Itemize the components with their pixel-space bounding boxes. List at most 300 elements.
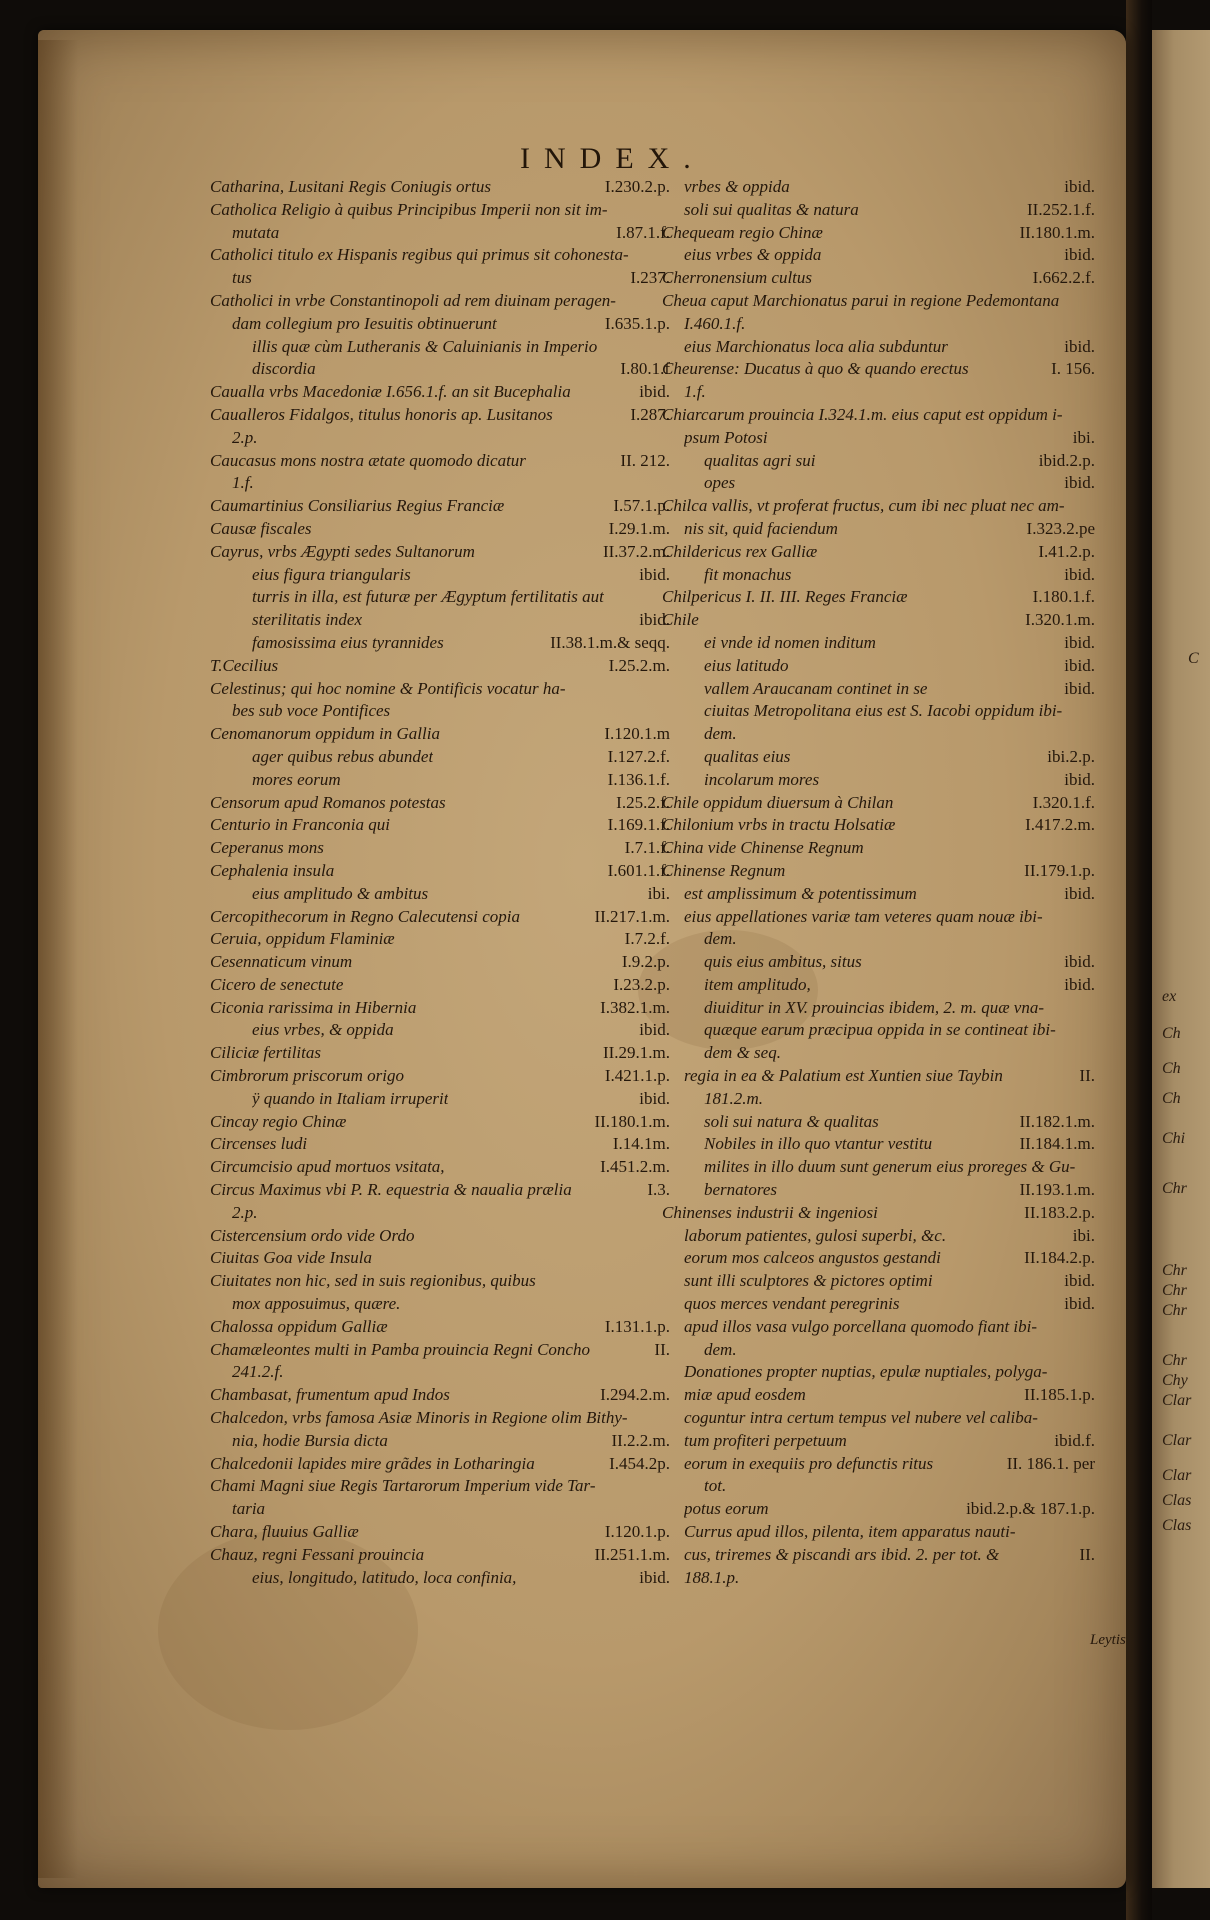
entry-text: vrbes & oppida bbox=[684, 177, 790, 196]
entry-reference: II. bbox=[1079, 1544, 1095, 1564]
entry-text: opes bbox=[704, 473, 736, 493]
index-entry bbox=[210, 746, 670, 769]
entry-text: Cimbrorum priscorum origo bbox=[210, 1066, 404, 1086]
index-entry bbox=[662, 336, 1095, 359]
book-gutter bbox=[1126, 0, 1152, 1920]
entry-text: eius, longitudo, latitudo, loca confinia, bbox=[252, 1567, 517, 1587]
index-entry bbox=[662, 1498, 1095, 1521]
entry-text: quos merces vendant peregrinis bbox=[684, 1294, 900, 1314]
index-entry bbox=[210, 564, 670, 587]
index-entry bbox=[210, 495, 670, 518]
index-entry bbox=[662, 1544, 1095, 1567]
entry-text: eius vrbes & oppida bbox=[684, 245, 822, 265]
entry-reference: I.237. bbox=[630, 268, 670, 288]
entry-reference: ibid. bbox=[1064, 883, 1095, 903]
index-entry bbox=[210, 1088, 670, 1111]
entry-text: sunt illi sculptores & pictores optimi bbox=[684, 1271, 933, 1291]
entry-text: Censorum apud Romanos potestas bbox=[210, 792, 446, 812]
entry-reference: I.127.2.f. bbox=[607, 746, 670, 766]
index-entry bbox=[210, 199, 670, 222]
index-entry bbox=[662, 814, 1095, 837]
index-entry bbox=[210, 609, 670, 632]
entry-reference: I.14.1m. bbox=[612, 1134, 670, 1154]
entry-reference: I.294.2.m. bbox=[600, 1385, 670, 1405]
entry-text: qualitas eius bbox=[704, 746, 791, 766]
index-entry bbox=[662, 1316, 1095, 1339]
entry-text: tum profiteri perpetuum bbox=[684, 1430, 847, 1450]
entry-reference: I.323.2.pe bbox=[1026, 518, 1095, 538]
entry-reference: I.23.2.p. bbox=[613, 974, 670, 994]
entry-text: 181.2.m. bbox=[704, 1088, 764, 1108]
index-entry bbox=[210, 313, 670, 336]
entry-reference: I.7.2.f. bbox=[624, 929, 670, 949]
index-entry bbox=[662, 837, 1095, 860]
entry-reference: I.230.2.p. bbox=[604, 177, 670, 196]
entry-text: Catholici in vrbe Constantinopoli ad rem diuinam peragen- bbox=[210, 290, 616, 310]
index-entry bbox=[210, 792, 670, 815]
entry-reference: ibid. bbox=[639, 564, 670, 584]
index-entry bbox=[662, 404, 1095, 427]
entry-text: Donationes propter nuptias, epulæ nuptiales, polyga- bbox=[684, 1362, 1048, 1382]
entry-text: milites in illo duum sunt generum eius proreges & Gu- bbox=[704, 1157, 1076, 1177]
entry-text: Chara, fluuius Galliæ bbox=[210, 1522, 359, 1542]
entry-reference: II.37.2.m. bbox=[602, 541, 670, 561]
index-entry bbox=[662, 632, 1095, 655]
entry-text: Cincay regio Chinæ bbox=[210, 1111, 347, 1131]
entry-reference: I.169.1.f. bbox=[607, 815, 670, 835]
entry-reference: II.2.2.m. bbox=[611, 1430, 670, 1450]
index-entry bbox=[210, 404, 670, 427]
index-entry bbox=[662, 860, 1095, 883]
entry-reference: II.217.1.m. bbox=[594, 906, 670, 926]
index-entry bbox=[662, 1521, 1095, 1544]
entry-reference: I.120.1.p. bbox=[604, 1522, 670, 1542]
entry-text: tot. bbox=[704, 1476, 727, 1496]
entry-text: Catholici titulo ex Hispanis regibus qui primus sit cohonesta- bbox=[210, 245, 629, 265]
entry-text: incolarum mores bbox=[704, 769, 820, 789]
index-entry bbox=[662, 472, 1095, 495]
entry-text: I.460.1.f. bbox=[684, 313, 746, 333]
entry-text: eius Marchionatus loca alia subduntur bbox=[684, 336, 948, 356]
entry-reference: ibid. bbox=[1064, 769, 1095, 789]
index-entry bbox=[662, 586, 1095, 609]
index-entry bbox=[662, 1453, 1095, 1476]
entry-text: Nobiles in illo quo vtantur vestitu bbox=[704, 1134, 933, 1154]
facing-page-fragment: Chr bbox=[1162, 1282, 1187, 1299]
entry-reference: ibid. bbox=[639, 1020, 670, 1040]
index-entry bbox=[210, 427, 670, 450]
entry-text: Cenomanorum oppidum in Gallia bbox=[210, 724, 440, 744]
entry-reference: II.38.1.m.& seqq. bbox=[550, 632, 670, 652]
index-entry bbox=[210, 837, 670, 860]
entry-text: sterilitatis index bbox=[252, 610, 363, 630]
entry-reference: II.179.1.p. bbox=[1024, 860, 1095, 880]
entry-text: Chambasat, frumentum apud Indos bbox=[210, 1385, 450, 1405]
facing-page-fragment: Clas bbox=[1162, 1492, 1192, 1509]
entry-text: Ciuitas Goa vide Insula bbox=[210, 1248, 372, 1268]
entry-text: 241.2.f. bbox=[232, 1362, 284, 1382]
index-entry bbox=[210, 1156, 670, 1179]
entry-text: psum Potosi bbox=[684, 427, 768, 447]
entry-text: Chauz, regni Fessani prouincia bbox=[210, 1544, 425, 1564]
index-entry bbox=[662, 1407, 1095, 1430]
index-entry bbox=[210, 1293, 670, 1316]
index-entry bbox=[662, 358, 1095, 381]
entry-text: fit monachus bbox=[704, 564, 792, 584]
index-column-left bbox=[210, 176, 670, 1589]
facing-page-fragment: Clar bbox=[1162, 1432, 1192, 1449]
entry-reference: ibid. bbox=[1064, 245, 1095, 265]
index-entry bbox=[662, 997, 1095, 1020]
index-entry bbox=[662, 541, 1095, 564]
entry-reference: ibid. bbox=[1064, 564, 1095, 584]
facing-page-fragment: ex bbox=[1162, 988, 1177, 1005]
index-entry bbox=[662, 723, 1095, 746]
entry-text: Circus Maximus vbi P. R. equestria & naualia prælia bbox=[210, 1180, 572, 1200]
index-entry bbox=[210, 700, 670, 723]
entry-reference: ibid. bbox=[1064, 632, 1095, 652]
facing-page-fragment: Chy bbox=[1162, 1372, 1188, 1389]
entry-text: China vide Chinense Regnum bbox=[662, 838, 864, 858]
entry-text: mutata bbox=[232, 222, 280, 242]
entry-text: Cistercensium ordo vide Ordo bbox=[210, 1225, 415, 1245]
entry-text: quis eius ambitus, situs bbox=[704, 952, 862, 972]
entry-reference: II.193.1.m. bbox=[1019, 1180, 1095, 1200]
entry-text: Ceperanus mons bbox=[210, 838, 324, 858]
index-entry bbox=[662, 655, 1095, 678]
entry-text: eorum in exequiis pro defunctis ritus bbox=[684, 1453, 934, 1473]
index-entry bbox=[210, 1111, 670, 1134]
index-entry bbox=[210, 267, 670, 290]
entry-reference: I.25.2.f. bbox=[616, 792, 670, 812]
entry-reference: ibid.2.p.& 187.1.p. bbox=[966, 1499, 1095, 1519]
index-entry bbox=[662, 1567, 1095, 1590]
facing-page-fragment: Chi bbox=[1162, 1130, 1186, 1147]
entry-reference: I.180.1.f. bbox=[1032, 587, 1095, 607]
entry-reference: II.184.2.p. bbox=[1024, 1248, 1095, 1268]
entry-reference: I.287. bbox=[630, 404, 670, 424]
entry-text: coguntur intra certum tempus vel nubere vel caliba- bbox=[684, 1408, 1038, 1428]
entry-text: Chilpericus I. II. III. Reges Franciæ bbox=[662, 587, 908, 607]
entry-reference: II.251.1.m. bbox=[594, 1544, 670, 1564]
entry-reference: I.9.2.p. bbox=[621, 952, 670, 972]
entry-reference: ibi. bbox=[1072, 427, 1095, 447]
index-entry bbox=[662, 951, 1095, 974]
entry-reference: II. 212. bbox=[620, 450, 670, 470]
entry-text: discordia bbox=[252, 359, 316, 379]
facing-page-fragment: Ch bbox=[1162, 1090, 1181, 1107]
index-entry bbox=[662, 244, 1095, 267]
entry-text: Chalcedonii lapides mire grãdes in Lotharingia bbox=[210, 1453, 535, 1473]
facing-page-fragment: Chr bbox=[1162, 1302, 1187, 1319]
index-entry bbox=[210, 678, 670, 701]
index-entry bbox=[662, 1430, 1095, 1453]
entry-reference: II.252.1.f. bbox=[1027, 199, 1095, 219]
facing-page-fragment: Chr bbox=[1162, 1180, 1187, 1197]
index-entry bbox=[662, 1065, 1095, 1088]
entry-text: Cheurense: Ducatus à quo & quando erectus bbox=[662, 359, 969, 379]
entry-text: laborum patientes, gulosi superbi, &c. bbox=[684, 1225, 947, 1245]
entry-text: Cayrus, vrbs Ægypti sedes Sultanorum bbox=[210, 541, 475, 561]
entry-text: diuiditur in XV. prouincias ibidem, 2. m. quæ vna- bbox=[704, 997, 1044, 1017]
entry-reference: I.131.1.p. bbox=[604, 1316, 670, 1336]
entry-text: Centurio in Franconia qui bbox=[210, 815, 390, 835]
page-title: INDEX. bbox=[520, 142, 705, 175]
index-entry bbox=[662, 1111, 1095, 1134]
entry-text: quæque earum præcipua oppida in se contineat ibi- bbox=[704, 1020, 1056, 1040]
index-entry bbox=[210, 814, 670, 837]
index-entry bbox=[662, 1088, 1095, 1111]
entry-reference: ibid. bbox=[639, 1567, 670, 1587]
entry-reference: I.29.1.m. bbox=[608, 518, 670, 538]
entry-text: dem. bbox=[704, 1339, 737, 1359]
index-entry bbox=[662, 450, 1095, 473]
entry-text: eius vrbes, & oppida bbox=[252, 1020, 394, 1040]
entry-reference: II. bbox=[1079, 1066, 1095, 1086]
entry-text: Currus apud illos, pilenta, item apparatus nauti- bbox=[684, 1522, 1016, 1542]
entry-text: 2.p. bbox=[232, 1202, 258, 1222]
index-entry bbox=[210, 860, 670, 883]
entry-reference: II.29.1.m. bbox=[602, 1043, 670, 1063]
index-entry bbox=[210, 883, 670, 906]
facing-page-fragment: Clas bbox=[1162, 1517, 1192, 1534]
index-entry bbox=[662, 1293, 1095, 1316]
entry-text: Caualla vrbs Macedoniæ I.656.1.f. an sit Bucephalia bbox=[210, 382, 571, 402]
entry-text: Ciliciæ fertilitas bbox=[210, 1043, 321, 1063]
entry-reference: ibid. bbox=[1064, 952, 1095, 972]
index-entry bbox=[210, 1316, 670, 1339]
entry-text: bes sub voce Pontifices bbox=[232, 701, 391, 721]
entry-text: dem. bbox=[704, 929, 737, 949]
facing-page-fragment: Clar bbox=[1162, 1392, 1192, 1409]
entry-text: Cephalenia insula bbox=[210, 860, 335, 880]
index-entry bbox=[662, 1133, 1095, 1156]
entry-reference: I.57.1.p. bbox=[613, 496, 670, 516]
entry-reference: ibid. bbox=[639, 610, 670, 630]
index-entry bbox=[210, 1384, 670, 1407]
entry-text: 1.f. bbox=[232, 473, 254, 493]
facing-page-strip bbox=[1150, 30, 1210, 1888]
facing-page-fragment: Chr bbox=[1162, 1352, 1187, 1369]
index-entry bbox=[662, 199, 1095, 222]
entry-text: 1.f. bbox=[684, 382, 706, 402]
entry-reference: I. 156. bbox=[1051, 359, 1095, 379]
index-entry bbox=[662, 1042, 1095, 1065]
index-entry bbox=[210, 450, 670, 473]
entry-reference: I.601.1.f. bbox=[607, 860, 670, 880]
entry-text: Chiarcarum prouincia I.324.1.m. eius caput est oppidum i- bbox=[662, 404, 1063, 424]
entry-text: Chilonium vrbs in tractu Holsatiæ bbox=[662, 815, 896, 835]
index-entry bbox=[210, 655, 670, 678]
index-entry bbox=[210, 1225, 670, 1248]
index-entry bbox=[210, 1202, 670, 1225]
entry-text: Cheua caput Marchionatus parui in regione Pedemontana bbox=[662, 290, 1060, 310]
entry-reference: I.41.2.p. bbox=[1038, 541, 1095, 561]
index-entry bbox=[210, 632, 670, 655]
entry-text: miæ apud eosdem bbox=[684, 1385, 806, 1405]
index-entry bbox=[210, 244, 670, 267]
facing-page-fragment: Ch bbox=[1162, 1025, 1181, 1042]
index-entry bbox=[662, 495, 1095, 518]
entry-text: Circumcisio apud mortuos vsitata, bbox=[210, 1157, 445, 1177]
entry-text: dem. bbox=[704, 724, 737, 744]
entry-reference: II.183.2.p. bbox=[1024, 1202, 1095, 1222]
entry-reference: I.662.2.f. bbox=[1032, 268, 1095, 288]
entry-text: eius appellationes variæ tam veteres quam nouæ ibi- bbox=[684, 906, 1043, 926]
index-entry bbox=[210, 1544, 670, 1567]
entry-reference: I.451.2.m. bbox=[600, 1157, 670, 1177]
index-entry bbox=[210, 951, 670, 974]
entry-reference: ibid. bbox=[639, 1088, 670, 1108]
index-entry bbox=[662, 290, 1095, 313]
entry-reference: ibid. bbox=[1064, 1271, 1095, 1291]
entry-reference: I.136.1.f. bbox=[607, 769, 670, 789]
index-column-right bbox=[662, 176, 1095, 1589]
entry-reference: ibid. bbox=[1064, 473, 1095, 493]
index-entry bbox=[210, 336, 670, 359]
index-entry bbox=[210, 1498, 670, 1521]
index-entry bbox=[210, 1339, 670, 1362]
facing-page-fragment: Clar bbox=[1162, 1467, 1192, 1484]
entry-text: dam collegium pro Iesuitis obtinuerunt bbox=[232, 313, 497, 333]
entry-reference: ibi. bbox=[647, 883, 670, 903]
entry-reference: ibi.2.p. bbox=[1047, 746, 1095, 766]
entry-text: Chilca vallis, vt proferat fructus, cum ibi nec pluat nec am- bbox=[662, 496, 1065, 516]
entry-text: est amplissimum & potentissimum bbox=[684, 883, 917, 903]
entry-text: ciuitas Metropolitana eius est S. Iacobi oppidum ibi- bbox=[704, 701, 1063, 721]
entry-reference: I.454.2p. bbox=[609, 1453, 670, 1473]
entry-text: Ciconia rarissima in Hibernia bbox=[210, 997, 417, 1017]
index-entry bbox=[662, 518, 1095, 541]
entry-reference: II. 186.1. per bbox=[1006, 1453, 1095, 1473]
entry-text: Caualleros Fidalgos, titulus honoris ap. Lusitanos bbox=[210, 404, 553, 424]
entry-text: Chinense Regnum bbox=[662, 860, 786, 880]
entry-text: Cherronensium cultus bbox=[662, 268, 813, 288]
entry-text: eius figura triangularis bbox=[252, 564, 411, 584]
index-entry bbox=[210, 472, 670, 495]
index-entry bbox=[210, 1042, 670, 1065]
entry-text: Chequeam regio Chinæ bbox=[662, 222, 823, 242]
entry-text: bernatores bbox=[704, 1180, 778, 1200]
entry-text: eorum mos calceos angustos gestandi bbox=[684, 1248, 941, 1268]
page-edge-shadow bbox=[38, 40, 78, 1878]
index-entry bbox=[662, 1475, 1095, 1498]
entry-text: cus, triremes & piscandi ars ibid. 2. per tot. & bbox=[684, 1544, 1000, 1564]
entry-reference: II.180.1.m. bbox=[1019, 222, 1095, 242]
index-entry bbox=[662, 176, 1095, 199]
entry-reference: I.3. bbox=[647, 1180, 670, 1200]
index-entry bbox=[662, 427, 1095, 450]
entry-text: Chalossa oppidum Galliæ bbox=[210, 1316, 388, 1336]
entry-text: 188.1.p. bbox=[684, 1567, 740, 1587]
index-entry bbox=[210, 1133, 670, 1156]
entry-text: taria bbox=[232, 1499, 266, 1519]
entry-text: ager quibus rebus abundet bbox=[252, 746, 434, 766]
index-entry bbox=[662, 609, 1095, 632]
entry-reference: I.25.2.m. bbox=[608, 655, 670, 675]
index-entry bbox=[662, 1156, 1095, 1179]
entry-text: mox apposuimus, quære. bbox=[232, 1294, 401, 1314]
entry-reference: ibid. bbox=[1064, 1294, 1095, 1314]
index-entry bbox=[210, 381, 670, 404]
entry-reference: ibid. bbox=[639, 382, 670, 402]
index-entry bbox=[210, 906, 670, 929]
entry-reference: ibid.2.p. bbox=[1038, 450, 1095, 470]
entry-text: Caucasus mons nostra ætate quomodo dicatur bbox=[210, 450, 526, 470]
entry-text: Celestinus; qui hoc nomine & Pontificis vocatur ha- bbox=[210, 678, 566, 698]
index-entry bbox=[210, 1430, 670, 1453]
index-entry bbox=[210, 290, 670, 313]
facing-page-fragment: C bbox=[1188, 650, 1199, 667]
entry-text: Catholica Religio à quibus Principibus Imperii non sit im- bbox=[210, 199, 608, 219]
entry-text: soli sui natura & qualitas bbox=[704, 1111, 879, 1131]
index-entry bbox=[662, 678, 1095, 701]
entry-reference: ibid. bbox=[1064, 678, 1095, 698]
entry-text: turris in illa, est futuræ per Ægyptum fertilitatis aut bbox=[252, 587, 604, 607]
entry-text: Chami Magni siue Regis Tartarorum Imperium vide Tar- bbox=[210, 1476, 596, 1496]
entry-reference: I.417.2.m. bbox=[1025, 815, 1095, 835]
index-entry bbox=[210, 1407, 670, 1430]
entry-text: Cicero de senectute bbox=[210, 974, 344, 994]
entry-text: Chinenses industrii & ingeniosi bbox=[662, 1202, 878, 1222]
entry-reference: I.320.1.m. bbox=[1025, 610, 1095, 630]
index-entry bbox=[210, 1270, 670, 1293]
index-entry bbox=[662, 1179, 1095, 1202]
entry-reference: ibid. bbox=[1064, 655, 1095, 675]
entry-text: Causæ fiscales bbox=[210, 518, 312, 538]
index-entry bbox=[662, 974, 1095, 997]
entry-reference: ibid. bbox=[1064, 974, 1095, 994]
index-entry bbox=[210, 358, 670, 381]
index-entry bbox=[210, 997, 670, 1020]
entry-text: Ciuitates non hic, sed in suis regionibus, quibus bbox=[210, 1271, 536, 1291]
index-entry bbox=[210, 1179, 670, 1202]
entry-text: ei vnde id nomen inditum bbox=[704, 632, 876, 652]
index-entry bbox=[662, 564, 1095, 587]
index-entry bbox=[210, 176, 670, 199]
index-entry bbox=[210, 974, 670, 997]
entry-text: Caumartinius Consiliarius Regius Franciæ bbox=[210, 496, 505, 516]
entry-text: nia, hodie Bursia dicta bbox=[232, 1430, 388, 1450]
entry-text: tus bbox=[232, 268, 252, 288]
facing-page-fragment: Chr bbox=[1162, 1262, 1187, 1279]
index-entry bbox=[210, 541, 670, 564]
index-entry bbox=[210, 222, 670, 245]
index-entry bbox=[662, 769, 1095, 792]
entry-text: Cercopithecorum in Regno Calecutensi copia bbox=[210, 906, 521, 926]
index-entry bbox=[662, 1019, 1095, 1042]
entry-reference: I.7.1.f. bbox=[624, 838, 670, 858]
entry-text: nis sit, quid faciendum bbox=[684, 518, 838, 538]
entry-text: Catharina, Lusitani Regis Coniugis ortus bbox=[210, 177, 492, 196]
entry-text: item amplitudo, bbox=[704, 974, 811, 994]
index-entry bbox=[662, 1225, 1095, 1248]
entry-text: Childericus rex Galliæ bbox=[662, 541, 818, 561]
entry-reference: II. bbox=[654, 1339, 670, 1359]
entry-reference: I.120.1.m bbox=[604, 724, 670, 744]
index-entry bbox=[662, 883, 1095, 906]
index-entry bbox=[662, 928, 1095, 951]
entry-reference: I.421.1.p. bbox=[604, 1066, 670, 1086]
entry-text: famosissima eius tyrannides bbox=[252, 632, 444, 652]
index-entry bbox=[662, 1247, 1095, 1270]
entry-text: Chile oppidum diuersum à Chilan bbox=[662, 792, 894, 812]
entry-text: potus eorum bbox=[684, 1499, 769, 1519]
entry-reference: I.382.1.m. bbox=[600, 997, 670, 1017]
index-entry bbox=[210, 1567, 670, 1590]
entry-reference: I.87.1.f. bbox=[616, 222, 670, 242]
index-entry bbox=[210, 769, 670, 792]
